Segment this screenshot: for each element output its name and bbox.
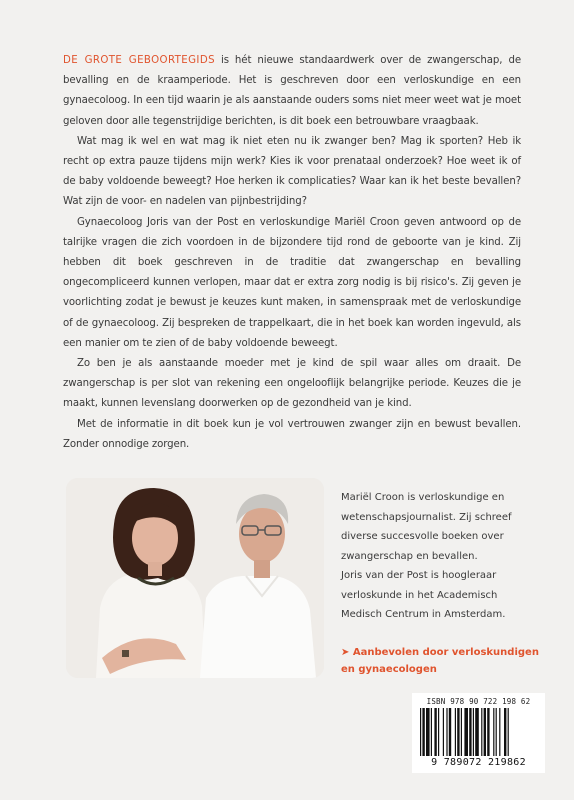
closing-paragraph: Met de informatie in dit boek kun je vol vertrouwen zwanger zijn en bewust bevallen. Zonder onnodige zorgen. <box>63 418 521 450</box>
author-photo <box>66 478 324 678</box>
barcode-icon <box>420 708 537 756</box>
isbn-barcode <box>412 693 545 773</box>
intro-text: is hét nieuwe standaardwerk over de zwangerschap, de bevalling en de kraamperiode. Het is geschreven door een verloskundige en een gynaecoloog. In een tijd waarin je als aanstaande ouders soms niet meer weet wat je moet geloven door alle tegenstrijdige berichten, is dit boek een betrouwbare vraagbaak. <box>63 55 521 127</box>
bio-author-2: Joris van der Post is hoogleraar verloskunde in het Academisch Medisch Centrum in Amsterdam. <box>341 570 506 620</box>
bio-author-1: Mariël Croon is verloskundige en wetenschapsjournalist. Zij schreef diverse succesvolle boeken over zwangerschap en bevallen. <box>341 492 512 562</box>
recommendation: ➤ Aanbevolen door verloskundigen en gynaecologen <box>341 647 539 675</box>
intro-paragraph <box>63 51 521 132</box>
blurb <box>63 51 521 455</box>
book-title-inline: DE GROTE GEBOORTEGIDS <box>63 55 215 66</box>
authors-paragraph: Gynaecoloog Joris van der Post en verloskundige Mariël Croon geven antwoord op de talrijke vragen die zich voordoen in de bijzondere tijd rond de geboorte van je kind. Zij hebben dit boek geschreven in de traditie dat zwangerschap en bevalling ongecompliceerd kunnen verlopen, maar dat er extra zorg nodig is bij risico's. Zij geven je voorlichting zodat je bewust je keuzes kunt maken, in samenspraak met de verloskundige of de gynaecoloog. Zij bespreken de trappelkaart, die in het boek kan worden ingevuld, als een manier om te zien of de baby voldoende beweegt. <box>63 216 521 349</box>
isbn-label: ISBN 978 90 722 198 62 <box>426 697 531 706</box>
author-bio <box>341 488 541 625</box>
author-photo-illustration <box>66 478 324 678</box>
mother-paragraph: Zo ben je als aanstaande moeder met je kind de spil waar alles om draait. De zwangerschap is per slot van rekening een ongelooflijk belangrijke periode. Keuzes die je maakt, kunnen levenslang doorwerken op de gezondheid van je kind. <box>63 358 521 410</box>
barcode-digits: 9 789072 219862 <box>431 757 526 768</box>
questions-paragraph: Wat mag ik wel en wat mag ik niet eten nu ik zwanger ben? Mag ik sporten? Heb ik recht op extra pauze tijdens mijn werk? Kies ik voor prenataal onderzoek? Hoe weet ik of de baby voldoende beweegt? Hoe herken ik complicaties? Waar kan ik het beste bevallen? Wat zijn de voor- en nadelen van pijnbestrijding? <box>63 135 521 208</box>
